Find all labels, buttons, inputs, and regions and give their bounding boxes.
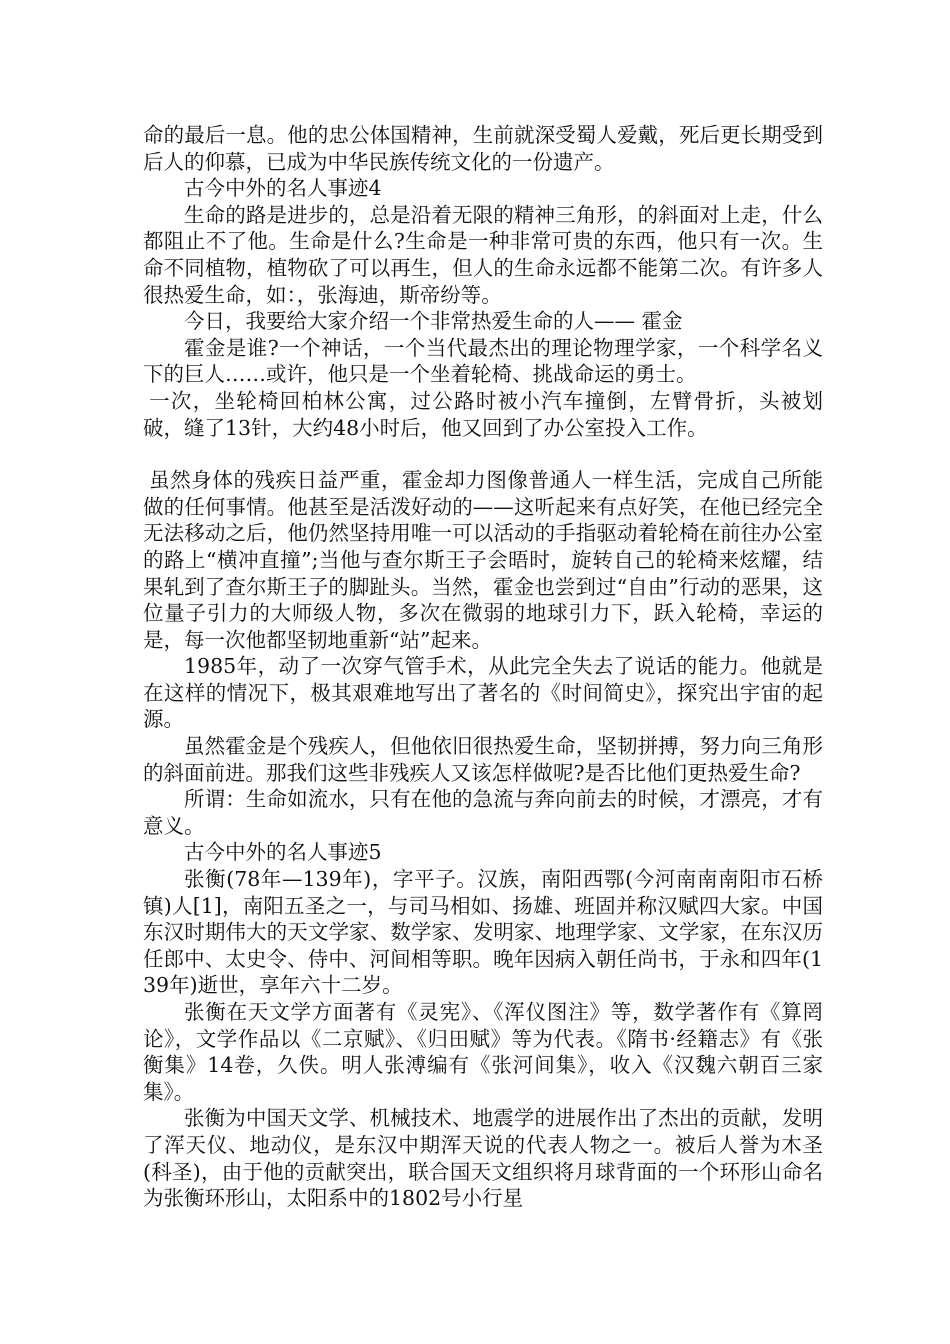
paragraph: 张衡为中国天文学、机械技术、地震学的进展作出了杰出的贡献，发明了浑天仪、地动仪，是东汉中期浑天说的代表人物之一。被后人誉为木圣(科圣)，由于他的贡献突出，联合国天文组织将月球背面的一个环形山命名为张衡环形山，太阳系中的1802号小行星	[143, 1106, 823, 1211]
section-heading: 古今中外的名人事迹4	[184, 176, 382, 201]
paragraph: 张衡在天文学方面著有《灵宪》、《浑仪图注》等，数学著作有《算罔论》，文学作品以《二京赋》、《归田赋》等为代表。《隋书·经籍志》有《张衡集》14卷，久佚。明人张溥编有《张河间集》，收入《汉魏六朝百三家集》。	[143, 1000, 823, 1104]
paragraph: 张衡(78年—139年)，字平子。汉族，南阳西鄂(今河南南南阳市石桥镇)人[1]，南阳五圣之一，与司马相如、扬雄、班固并称汉赋四大家。中国东汉时期伟大的天文学家、数学家、发明家、地理学家、文学家，在东汉历任郎中、太史令、侍中、河间相等职。晚年因病入朝任尚书，于永和四年(139年)逝世，享年六十二岁。	[143, 867, 823, 998]
paragraph: 命的最后一息。他的忠公体国精神，生前就深受蜀人爱戴，死后更长期受到后人的仰慕，已成为中华民族传统文化的一份遗产。	[143, 123, 823, 174]
section-heading: 古今中外的名人事迹5	[184, 840, 382, 865]
paragraph: 一次，坐轮椅回柏林公寓，过公路时被小汽车撞倒，左臂骨折，头被划破，缝了13针，大约48小时后，他又回到了办公室投入工作。	[143, 388, 823, 440]
document-page	[143, 122, 823, 1212]
paragraph-gap	[143, 441, 823, 467]
paragraph: 1985年，动了一次穿气管手术，从此完全失去了说话的能力。他就是在这样的情况下，极其艰难地写出了著名的《时间简史》，探究出宇宙的起源。	[143, 654, 823, 732]
paragraph: 今日，我要给大家介绍一个非常热爱生命的人—— 霍金	[184, 309, 683, 334]
paragraph: 霍金是谁?一个神话，一个当代最杰出的理论物理学家，一个科学名义下的巨人……或许，他只是一个坐着轮椅、挑战命运的勇士。	[143, 335, 823, 387]
paragraph: 虽然身体的残疾日益严重，霍金却力图像普通人一样生活，完成自己所能做的任何事情。他甚至是活泼好动的——这听起来有点好笑，在他已经完全无法移动之后，他仍然坚持用唯一可以活动的手指驱动着轮椅在前往办公室的路上“横冲直撞”;当他与查尔斯王子会晤时，旋转自己的轮椅来炫耀，结果轧到了查尔斯王子的脚趾头。当然，霍金也尝到过“自由”行动的恶果，这位量子引力的大师级人物，多次在微弱的地球引力下，跃入轮椅，幸运的是，每一次他都坚韧地重新“站”起来。	[143, 468, 823, 652]
paragraph: 虽然霍金是个残疾人，但他依旧很热爱生命，坚韧拼搏，努力向三角形的斜面前进。那我们这些非残疾人又该怎样做呢?是否比他们更热爱生命?	[143, 734, 823, 785]
paragraph: 所谓：生命如流水，只有在他的急流与奔向前去的时候，才漂亮，才有意义。	[143, 787, 823, 838]
paragraph: 生命的路是进步的，总是沿着无限的精神三角形，的斜面对上走，什么都阻止不了他。生命是什么?生命是一种非常可贵的东西，他只有一次。生命不同植物，植物砍了可以再生，但人的生命永远都不能第二次。有许多人很热爱生命，如：，张海迪，斯帝纷等。	[143, 202, 823, 307]
